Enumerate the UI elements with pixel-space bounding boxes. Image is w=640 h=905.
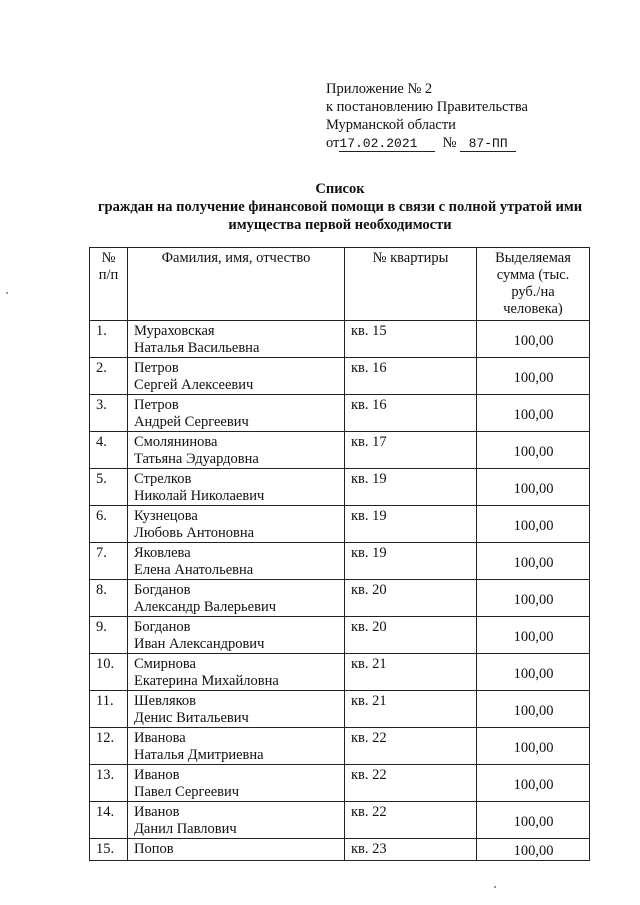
row-given-names: Данил Павлович <box>134 821 237 837</box>
row-number: 2. <box>90 358 128 395</box>
row-apartment: кв. 21 <box>345 654 477 691</box>
row-apartment: кв. 16 <box>345 358 477 395</box>
table-row <box>90 691 590 728</box>
title-line-2: граждан на получение финансовой помощи в связи с полной утратой ими <box>97 199 583 215</box>
row-apartment: кв. 17 <box>345 432 477 469</box>
table-row <box>90 802 590 839</box>
title-line-1: Список <box>315 181 365 197</box>
row-surname: Кузнецова <box>134 508 198 524</box>
row-full-name <box>128 802 345 839</box>
row-full-name <box>128 765 345 802</box>
row-full-name <box>128 691 345 728</box>
row-full-name <box>128 469 345 506</box>
row-sum: 100,00 <box>477 358 590 395</box>
table-row <box>90 432 590 469</box>
annex-block <box>326 80 528 152</box>
table-row <box>90 839 590 861</box>
row-apartment: кв. 20 <box>345 617 477 654</box>
row-surname: Петров <box>134 360 179 376</box>
header-num: № п/п <box>90 248 128 321</box>
row-given-names: Любовь Антоновна <box>134 525 255 541</box>
row-surname: Иванова <box>134 730 186 746</box>
table-row <box>90 580 590 617</box>
row-number: 6. <box>90 506 128 543</box>
row-surname: Попов <box>134 841 174 857</box>
row-given-names: Павел Сергеевич <box>134 784 240 800</box>
row-surname: Богданов <box>134 619 191 635</box>
row-given-names: Наталья Васильевна <box>134 340 260 356</box>
row-sum: 100,00 <box>477 432 590 469</box>
scan-speck <box>494 886 496 888</box>
row-sum: 100,00 <box>477 506 590 543</box>
date-prefix: от <box>326 135 340 151</box>
row-sum: 100,00 <box>477 617 590 654</box>
row-surname: Яковлева <box>134 545 191 561</box>
resolution-date: 17.02.2021 <box>339 136 435 152</box>
row-apartment: кв. 23 <box>345 839 477 861</box>
row-apartment: кв. 21 <box>345 691 477 728</box>
row-sum: 100,00 <box>477 691 590 728</box>
row-given-names: Наталья Дмитриевна <box>134 747 264 763</box>
row-full-name <box>128 395 345 432</box>
row-apartment: кв. 19 <box>345 543 477 580</box>
row-surname: Смирнова <box>134 656 196 672</box>
row-surname: Стрелков <box>134 471 192 487</box>
row-given-names: Татьяна Эдуардовна <box>134 451 259 467</box>
row-surname: Иванов <box>134 767 180 783</box>
table-body <box>90 321 590 861</box>
table-row <box>90 321 590 358</box>
row-surname: Шевляков <box>134 693 197 709</box>
table-row <box>90 469 590 506</box>
row-given-names: Елена Анатольевна <box>134 562 254 578</box>
row-sum: 100,00 <box>477 728 590 765</box>
row-sum: 100,00 <box>477 395 590 432</box>
scan-speck <box>6 292 8 294</box>
row-sum: 100,00 <box>477 469 590 506</box>
row-sum: 100,00 <box>477 654 590 691</box>
row-number: 3. <box>90 395 128 432</box>
row-apartment: кв. 20 <box>345 580 477 617</box>
row-surname: Мураховская <box>134 323 215 339</box>
table-row <box>90 654 590 691</box>
row-number: 4. <box>90 432 128 469</box>
row-given-names: Денис Витальевич <box>134 710 249 726</box>
row-number: 13. <box>90 765 128 802</box>
row-given-names: Александр Валерьевич <box>134 599 276 615</box>
number-prefix: № <box>442 135 457 151</box>
row-full-name <box>128 728 345 765</box>
row-sum: 100,00 <box>477 765 590 802</box>
row-given-names: Николай Николаевич <box>134 488 265 504</box>
row-apartment: кв. 16 <box>345 395 477 432</box>
header-name: Фамилия, имя, отчество <box>128 248 345 321</box>
recipients-table <box>89 247 590 861</box>
row-full-name <box>128 358 345 395</box>
row-number: 15. <box>90 839 128 861</box>
table-row <box>90 506 590 543</box>
row-number: 1. <box>90 321 128 358</box>
row-given-names: Иван Александрович <box>134 636 265 652</box>
table-row <box>90 617 590 654</box>
table-row <box>90 728 590 765</box>
row-full-name <box>128 654 345 691</box>
row-surname: Иванов <box>134 804 180 820</box>
row-given-names: Сергей Алексеевич <box>134 377 254 393</box>
table-row <box>90 543 590 580</box>
row-number: 7. <box>90 543 128 580</box>
table-row <box>90 395 590 432</box>
row-full-name <box>128 543 345 580</box>
annex-title: Приложение № 2 <box>326 81 433 97</box>
title-line-3: имущества первой необходимости <box>228 217 452 233</box>
row-full-name <box>128 839 345 861</box>
row-apartment: кв. 19 <box>345 506 477 543</box>
annex-date-line <box>326 134 528 152</box>
row-number: 8. <box>90 580 128 617</box>
row-apartment: кв. 19 <box>345 469 477 506</box>
row-apartment: кв. 22 <box>345 765 477 802</box>
row-sum: 100,00 <box>477 580 590 617</box>
row-full-name <box>128 506 345 543</box>
row-apartment: кв. 15 <box>345 321 477 358</box>
annex-resolution: к постановлению Правительства <box>326 99 528 115</box>
row-number: 9. <box>90 617 128 654</box>
table-row <box>90 765 590 802</box>
resolution-number: 87-ПП <box>460 136 516 152</box>
row-given-names: Екатерина Михайловна <box>134 673 279 689</box>
header-sum: Выделяемая сумма (тыс. руб./на человека) <box>477 248 590 321</box>
row-sum: 100,00 <box>477 543 590 580</box>
row-full-name <box>128 580 345 617</box>
row-full-name <box>128 321 345 358</box>
row-full-name <box>128 432 345 469</box>
row-apartment: кв. 22 <box>345 802 477 839</box>
row-number: 11. <box>90 691 128 728</box>
row-given-names: Андрей Сергеевич <box>134 414 249 430</box>
annex-region: Мурманской области <box>326 117 456 133</box>
header-apartment: № квартиры <box>345 248 477 321</box>
row-apartment: кв. 22 <box>345 728 477 765</box>
row-number: 12. <box>90 728 128 765</box>
row-number: 10. <box>90 654 128 691</box>
row-surname: Богданов <box>134 582 191 598</box>
row-full-name <box>128 617 345 654</box>
row-sum: 100,00 <box>477 321 590 358</box>
row-sum: 100,00 <box>477 802 590 839</box>
row-number: 5. <box>90 469 128 506</box>
row-surname: Петров <box>134 397 179 413</box>
row-sum: 100,00 <box>477 839 590 861</box>
row-number: 14. <box>90 802 128 839</box>
document-title <box>40 180 640 234</box>
row-surname: Смолянинова <box>134 434 218 450</box>
table-row <box>90 358 590 395</box>
